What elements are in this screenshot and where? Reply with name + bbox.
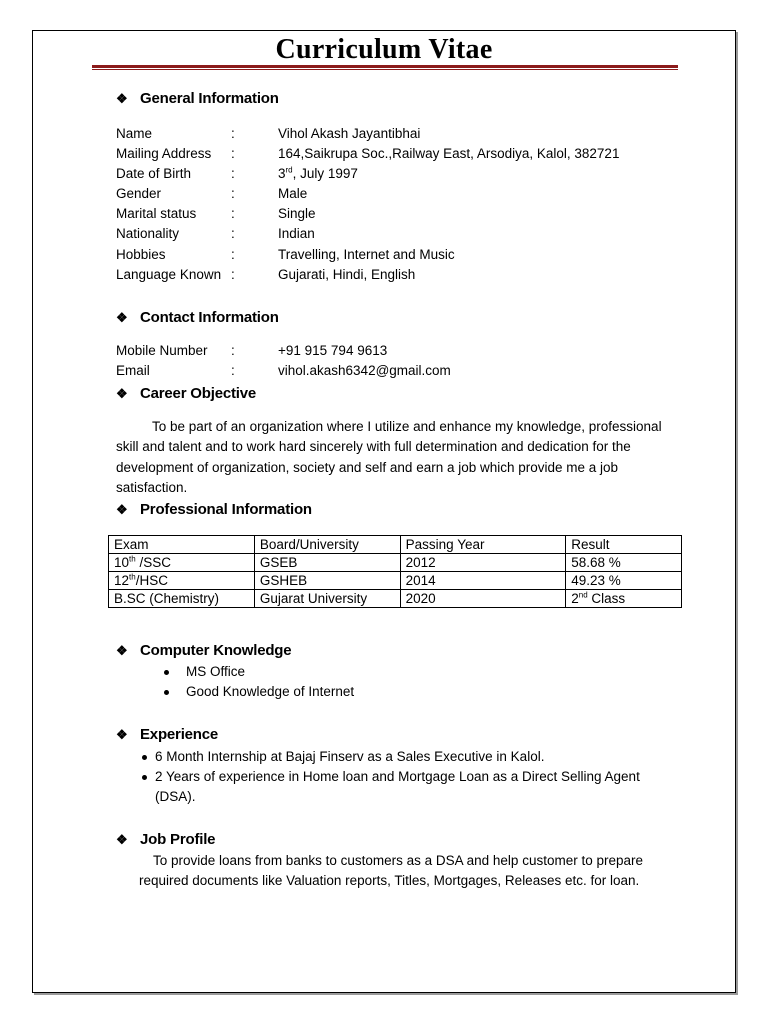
board-cell: GSHEB: [254, 572, 400, 590]
table-header-row: [109, 536, 682, 554]
contact-row-email: Email : vihol.akash6342@gmail.com: [116, 363, 451, 378]
list-item: 2 Years of experience in Home loan and Mortgage Loan as a Direct Selling Agent (DSA).: [155, 767, 641, 807]
title-rule: [92, 65, 678, 68]
heading-general-information: ❖ General Information: [116, 88, 279, 110]
info-row-gender: Gender : Male: [116, 186, 308, 201]
diamond-bullet-icon: ❖: [116, 832, 128, 847]
list-item: MS Office: [186, 662, 686, 682]
experience-list: [155, 747, 655, 807]
info-row-language-known: Language Known : Gujarati, Hindi, English: [116, 267, 416, 282]
document-title: Curriculum Vitae: [275, 34, 493, 65]
list-item: Good Knowledge of Internet: [186, 682, 686, 702]
job-profile-text: To provide loans from banks to customers as a DSA and help customer to prepare required documents like Valuation reports, Titles, Mortgages, Releases etc. for loan.: [139, 853, 644, 889]
info-row-mailing-address: Mailing Address : 164,Saikrupa Soc.,Railway East, Arsodiya, Kalol, 382721: [116, 146, 620, 161]
list-item: 6 Month Internship at Bajaj Finserv as a Sales Executive in Kalol.: [155, 747, 655, 767]
table-row: [109, 590, 682, 608]
diamond-bullet-icon: ❖: [116, 310, 128, 325]
column-header: Passing Year: [400, 536, 566, 554]
info-row-marital-status: Marital status : Single: [116, 206, 316, 221]
board-cell: Gujarat University: [254, 590, 400, 608]
result-cell: 2nd Class: [566, 590, 682, 608]
heading-experience: ❖ Experience: [116, 724, 218, 746]
bullet-dot-icon: [142, 775, 147, 780]
info-row-name: Name : Vihol Akash Jayantibhai: [116, 126, 421, 141]
diamond-bullet-icon: ❖: [116, 91, 128, 106]
contact-row-mobile: Mobile Number : +91 915 794 9613: [116, 343, 388, 358]
exam-cell: 12th/HSC: [109, 572, 255, 590]
diamond-bullet-icon: ❖: [116, 643, 128, 658]
year-cell: 2020: [400, 590, 566, 608]
exam-cell: 10th /SSC: [109, 554, 255, 572]
career-objective-text: To be part of an organization where I utilize and enhance my knowledge, professional skill and talent and to work hard sincerely with full determination and dedication for the development of organization, society and self and earn a job which provide me a job satisfaction.: [116, 419, 662, 495]
bullet-dot-icon: [164, 690, 169, 695]
heading-career-objective: ❖ Career Objective: [116, 383, 256, 405]
heading-job-profile: ❖ Job Profile: [116, 829, 215, 851]
heading-professional-information: ❖ Professional Information: [116, 499, 312, 521]
bullet-dot-icon: [164, 670, 169, 675]
date-of-birth-value: 3rd, July 1997: [278, 165, 358, 181]
column-header: Board/University: [254, 536, 400, 554]
year-cell: 2012: [400, 554, 566, 572]
result-cell: 58.68 %: [566, 554, 682, 572]
table-row: [109, 572, 682, 590]
heading-computer-knowledge: ❖ Computer Knowledge: [116, 640, 291, 662]
diamond-bullet-icon: ❖: [116, 502, 128, 517]
column-header: Exam: [109, 536, 255, 554]
title-rule-thin: [92, 69, 678, 70]
table-row: [109, 554, 682, 572]
computer-knowledge-list: [186, 662, 686, 702]
diamond-bullet-icon: ❖: [116, 386, 128, 401]
heading-contact-information: ❖ Contact Information: [116, 307, 279, 329]
exam-cell: B.SC (Chemistry): [109, 590, 255, 608]
info-row-date-of-birth: Date of Birth : 3rd, July 1997: [116, 164, 696, 184]
board-cell: GSEB: [254, 554, 400, 572]
diamond-bullet-icon: ❖: [116, 727, 128, 742]
bullet-dot-icon: [142, 755, 147, 760]
info-row-nationality: Nationality : Indian: [116, 226, 315, 241]
column-header: Result: [566, 536, 682, 554]
education-table: [108, 535, 682, 608]
year-cell: 2014: [400, 572, 566, 590]
result-cell: 49.23 %: [566, 572, 682, 590]
info-row-hobbies: Hobbies : Travelling, Internet and Music: [116, 247, 455, 262]
